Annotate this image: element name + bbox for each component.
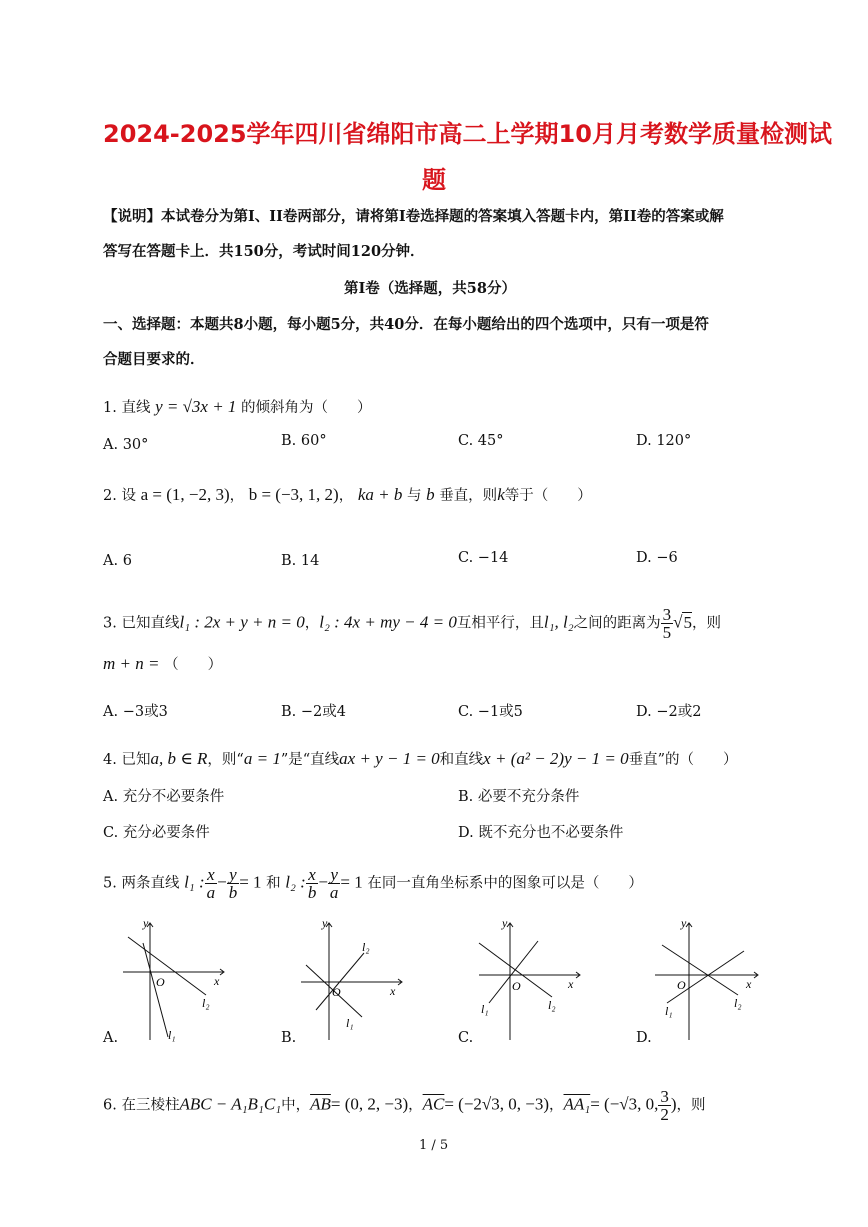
- q1-option-c: C. 45°: [458, 433, 504, 449]
- page-title-line1: 2024-2025学年四川省绵阳市高二上学期10月月考数学质量检测试: [103, 120, 832, 148]
- q3-distance: [661, 606, 674, 641]
- axis-y-label: y: [681, 916, 687, 930]
- q2-option-d: D. −6: [636, 550, 678, 566]
- axis-x-label: x: [390, 984, 396, 998]
- q3-l2: l₂ : 4x + my − 4 = 0: [319, 612, 457, 632]
- q2-option-c: C. −14: [458, 550, 509, 566]
- q2-b: b: [426, 485, 435, 504]
- q5-stem: 5. 两条直线 l₁ : $\frac{x}{a}$ − $\frac{y}{b}$ = 1 和 l₂ : $\frac{x}{b}$ − $\frac{y}{a}$ = 1 在同一直角坐标系中的图象可以是（ ）: [103, 865, 643, 902]
- q4-line2: x + (a² − 2)y − 1 = 0: [483, 749, 629, 768]
- q4-t3: 和直线: [439, 752, 484, 768]
- q1-option-d: D. 120°: [636, 433, 692, 449]
- q6-aa1-frac: $\frac{3}{2}$: [660, 1087, 669, 1124]
- q2-option-b: B. 14: [281, 553, 320, 569]
- q3-mid2: 之间的距离为: [573, 615, 661, 632]
- l1-label: l₁: [346, 1016, 354, 1030]
- q3-dist-rad: 5: [683, 612, 692, 632]
- line-l2: [662, 945, 738, 995]
- l1-label: l₁: [665, 1004, 673, 1018]
- l2-label: l₂: [202, 996, 210, 1010]
- origin-label: O: [677, 978, 686, 992]
- origin-label: O: [156, 975, 165, 989]
- origin-label: O: [332, 985, 341, 999]
- q6-prism: ABC − A₁B₁C₁: [179, 1094, 282, 1114]
- q3-stem: 3. 已知直线l₁ : 2x + y + n = 0，l₂ : 4x + my − 4 = 0互相平行，且l₁, l₂之间的距离为 $\frac{3}{5}$ √5，则: [103, 605, 721, 642]
- page-title-line2: 题: [422, 166, 446, 194]
- axis-y-label: y: [322, 916, 328, 930]
- q5-graph-d: [652, 915, 762, 1045]
- q4-ab: a, b ∈ R: [150, 749, 208, 768]
- q3-option-d: D. −2或2: [636, 704, 702, 720]
- q1-stem: [103, 396, 372, 417]
- line-l1: [489, 941, 538, 1003]
- q3-option-b: B. −2或4: [281, 704, 346, 720]
- q3-line2-math: m + n =: [103, 654, 160, 673]
- q5-graph-c: [474, 915, 584, 1045]
- intro-line2: 答写在答题卡上．共150分，考试时间120分钟．: [103, 243, 425, 260]
- q5-option-b: B.: [281, 1030, 297, 1046]
- q5-l2-label: l₂ :: [285, 872, 306, 892]
- q5-option-d: D.: [636, 1030, 652, 1046]
- section-header: 第I卷（选择题，共58分）: [344, 280, 516, 297]
- q1-tail: 的倾斜角为（ ）: [241, 400, 372, 416]
- q3-option-c: C. −1或5: [458, 704, 523, 720]
- origin-label: O: [512, 979, 521, 993]
- q6-ab-val: = (0, 2, −3): [330, 1094, 409, 1114]
- q4-option-a: A. 充分不必要条件: [103, 789, 225, 805]
- q6-ac: $\overline{AC}$: [422, 1094, 445, 1114]
- q2-stem: 2. 设 a = (1, −2, 3)， b = (−3, 1, 2)， ka + b 与 b 垂直，则k等于（ ）: [103, 485, 592, 504]
- q3-ll: l₁, l₂: [543, 612, 574, 632]
- part1-line1: 一、选择题：本题共8小题，每小题5分，共40分．在每小题给出的四个选项中，只有一项是符: [103, 316, 709, 333]
- q3-l1: l₁ : 2x + y + n = 0: [179, 612, 305, 632]
- q2-mid: 与: [406, 488, 422, 504]
- q2-tail2: 等于（ ）: [504, 488, 592, 504]
- q4-line1: ax + y − 1 = 0: [339, 749, 440, 768]
- l2-label: l₂: [362, 940, 370, 954]
- intro-line1: 【说明】本试卷分为第I、II卷两部分，请将第I卷选择题的答案填入答题卡内，第II卷的答案或解: [103, 208, 724, 225]
- q1-option-b: B. 60°: [281, 433, 327, 449]
- part1-line2: 合题目要求的．: [103, 351, 205, 368]
- q3-line2-tail: （ ）: [164, 657, 223, 673]
- q3-stem-line2: [103, 653, 222, 674]
- q5-l1-frac-y: $\frac{y}{b}$: [228, 865, 238, 902]
- q1-math: y = √3x + 1: [155, 397, 237, 416]
- q4-stem: [103, 748, 738, 769]
- q4-t4: 垂直”的（ ）: [628, 752, 738, 768]
- q6-aa1-post: ): [670, 1094, 677, 1114]
- line-l1: [667, 951, 744, 1003]
- axis-y-label: y: [502, 916, 508, 930]
- q1-num: 1. 直线: [103, 400, 151, 416]
- q3-num: 3. 已知直线: [103, 615, 180, 632]
- q3-dist-num: 3: [662, 605, 672, 624]
- q5-option-a: A.: [103, 1030, 119, 1046]
- q2-expr: ka + b: [357, 485, 403, 504]
- q2-a-vector: a = (1, −2, 3): [140, 485, 230, 504]
- q6-ac-val: = (−2√3, 0, −3): [444, 1094, 550, 1114]
- q4-t1: ，则“: [207, 752, 244, 768]
- q4-option-d: D. 既不充分也不必要条件: [458, 825, 624, 841]
- q5-and: 和: [266, 875, 281, 892]
- q5-l1-frac-x: $\frac{x}{a}$: [206, 865, 216, 902]
- q2-k: k: [497, 485, 505, 504]
- q5-graph-a: [118, 915, 228, 1045]
- l1-label: l₁: [168, 1028, 176, 1042]
- q5-l1-label: l₁ :: [184, 872, 205, 892]
- axis-x-label: x: [214, 974, 220, 988]
- q1-option-a: A. 30°: [103, 437, 149, 453]
- q6-num: 6. 在三棱柱: [103, 1097, 180, 1114]
- line-l2: [128, 937, 206, 995]
- q2-b-vector: b = (−3, 1, 2): [248, 485, 339, 504]
- l1-label: l₁: [481, 1002, 489, 1016]
- q6-ab: $\overline{AB}$: [310, 1094, 331, 1114]
- q3-dist-den: 5: [662, 623, 672, 642]
- q2-option-a: A. 6: [103, 553, 132, 569]
- q6-stem: 6. 在三棱柱ABC − A₁B₁C₁中，$\overline{AB}= (0$, 2, −3)，$\overline{AC}= (-2√3$, 0, −3)，AA₁= (−√3, 0, $\frac{3}{2}$ )，则: [103, 1087, 706, 1124]
- axis-y-label: y: [143, 916, 149, 930]
- q4-a1: a = 1: [243, 749, 281, 768]
- q5-l2-frac-y: $\frac{y}{a}$: [329, 865, 339, 902]
- q3-tail: ，则: [691, 615, 721, 632]
- axis-x-label: x: [568, 977, 574, 991]
- page-number: 1 / 5: [419, 1138, 449, 1153]
- q6-tail: ，则: [676, 1097, 706, 1114]
- l2-label: l₂: [548, 998, 556, 1012]
- q4-t2: ”是“直线: [280, 752, 340, 768]
- q2-tail1: 垂直，则: [439, 488, 498, 504]
- q5-tail: 在同一直角坐标系中的图象可以是（ ）: [367, 875, 643, 892]
- q4-option-b: B. 必要不充分条件: [458, 789, 580, 805]
- q3-mid: 互相平行，且: [456, 615, 544, 632]
- q5-graph-b: [296, 915, 406, 1045]
- q4-num: 4. 已知: [103, 752, 151, 768]
- q6-aa1: AA₁: [563, 1094, 591, 1114]
- l2-label: l₂: [734, 996, 742, 1010]
- axis-x-label: x: [746, 977, 752, 991]
- q2-num: 2. 设: [103, 488, 136, 504]
- q5-option-c: C.: [458, 1030, 474, 1046]
- q5-l2-frac-x: $\frac{x}{b}$: [307, 865, 317, 902]
- q5-num: 5. 两条直线: [103, 875, 180, 892]
- q4-option-c: C. 充分必要条件: [103, 825, 210, 841]
- q6-mid: 中，: [281, 1097, 311, 1114]
- q3-option-a: A. −3或3: [103, 704, 168, 720]
- q6-aa1-pre: = (−√3, 0,: [590, 1094, 659, 1114]
